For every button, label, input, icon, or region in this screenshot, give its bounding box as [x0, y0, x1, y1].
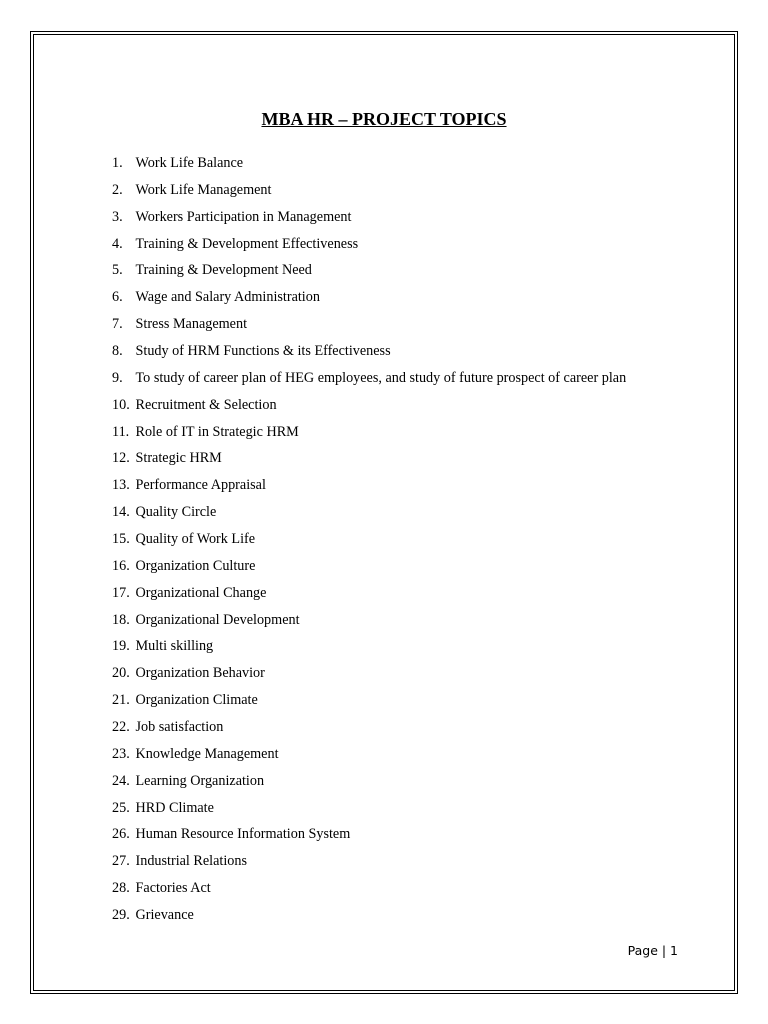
topic-text: HRD Climate [135, 799, 214, 816]
topic-text: Stress Management [135, 316, 248, 333]
topic-item [112, 851, 626, 878]
topic-number: 8. [112, 343, 123, 360]
topic-item [112, 878, 626, 905]
topic-number: 23. [112, 745, 130, 762]
topic-item [112, 502, 626, 529]
topic-text: Organization Climate [135, 692, 258, 709]
topic-item [112, 341, 626, 368]
topic-number: 15. [112, 531, 130, 548]
topic-number: 3. [112, 208, 123, 225]
topic-text: Factories Act [135, 880, 211, 897]
topic-number: 21. [112, 692, 130, 709]
topic-text: Quality Circle [135, 504, 217, 521]
topic-number: 17. [112, 584, 130, 601]
topic-text: Knowledge Management [135, 745, 279, 762]
topic-number: 1. [112, 155, 123, 171]
topic-number: 7. [112, 316, 123, 333]
topic-text: Organization Behavior [135, 665, 265, 682]
page-number: Page | 1 [627, 943, 678, 958]
topic-number: 5. [112, 262, 123, 279]
topic-number: 28. [112, 880, 130, 897]
topic-text: Workers Participation in Management [135, 208, 352, 225]
topic-text: Role of IT in Strategic HRM [135, 423, 299, 440]
topic-item [112, 744, 626, 771]
topic-item [112, 475, 626, 502]
topic-number: 12. [112, 450, 130, 467]
topic-item [112, 556, 626, 583]
document-title: MBA HR – PROJECT TOPICS [261, 109, 507, 129]
topic-text: Training & Development Need [135, 262, 312, 279]
topic-item [112, 395, 626, 422]
topic-text: Grievance [135, 907, 194, 924]
topic-number: 25. [112, 799, 130, 816]
topic-text: To study of career plan of HEG employees, and study of future prospect of career plan [135, 369, 627, 386]
topic-number: 13. [112, 477, 130, 494]
topic-item [112, 824, 626, 851]
topic-number: 27. [112, 853, 130, 870]
topic-text: Performance Appraisal [135, 477, 266, 494]
topic-number: 2. [112, 181, 123, 198]
topic-number: 6. [112, 289, 123, 306]
topic-text: Human Resource Information System [135, 826, 351, 843]
topic-number: 22. [112, 719, 130, 736]
topic-number: 16. [112, 557, 130, 574]
topic-item [112, 663, 626, 690]
topic-item [112, 260, 626, 287]
topic-number: 24. [112, 772, 130, 789]
topic-item [112, 717, 626, 744]
topic-text: Wage and Salary Administration [135, 289, 320, 306]
topic-item [112, 180, 626, 207]
topic-item [112, 287, 626, 314]
topic-number: 14. [112, 504, 130, 521]
topic-item [112, 905, 626, 932]
topic-number: 26. [112, 826, 130, 843]
topic-item [112, 207, 626, 234]
topic-text: Industrial Relations [135, 853, 248, 870]
topic-text: Work Life Balance [135, 155, 244, 171]
topic-number: 29. [112, 907, 130, 924]
topic-text: Quality of Work Life [135, 531, 256, 548]
topic-item [112, 368, 626, 395]
topic-item [112, 153, 626, 180]
topic-text: Training & Development Effectiveness [135, 235, 359, 252]
topic-text: Strategic HRM [135, 450, 222, 467]
topic-text: Learning Organization [135, 772, 265, 789]
topic-item [112, 771, 626, 798]
topic-number: 9. [112, 369, 123, 386]
topic-text: Study of HRM Functions & its Effectiveness [135, 343, 391, 360]
topic-number: 19. [112, 638, 130, 655]
topic-text: Multi skilling [135, 638, 214, 655]
topic-text: Organizational Change [135, 584, 267, 601]
topic-item [112, 798, 626, 825]
topic-item [112, 636, 626, 663]
topic-text: Recruitment & Selection [135, 396, 277, 413]
topic-text: Organization Culture [135, 557, 256, 574]
topic-number: 4. [112, 235, 123, 252]
topic-item [112, 422, 626, 449]
topic-number: 18. [112, 611, 130, 628]
topic-text: Work Life Management [135, 181, 272, 198]
topic-number: 20. [112, 665, 130, 682]
topic-item [112, 234, 626, 261]
topic-item [112, 690, 626, 717]
topic-text: Job satisfaction [135, 719, 224, 736]
topic-item [112, 529, 626, 556]
topic-number: 10. [112, 396, 130, 413]
topic-item [112, 610, 626, 637]
topic-item [112, 448, 626, 475]
topic-number: 11. [112, 423, 130, 440]
topic-item [112, 583, 626, 610]
topic-item [112, 314, 626, 341]
topic-list [112, 153, 626, 932]
topic-text: Organizational Development [135, 611, 300, 628]
